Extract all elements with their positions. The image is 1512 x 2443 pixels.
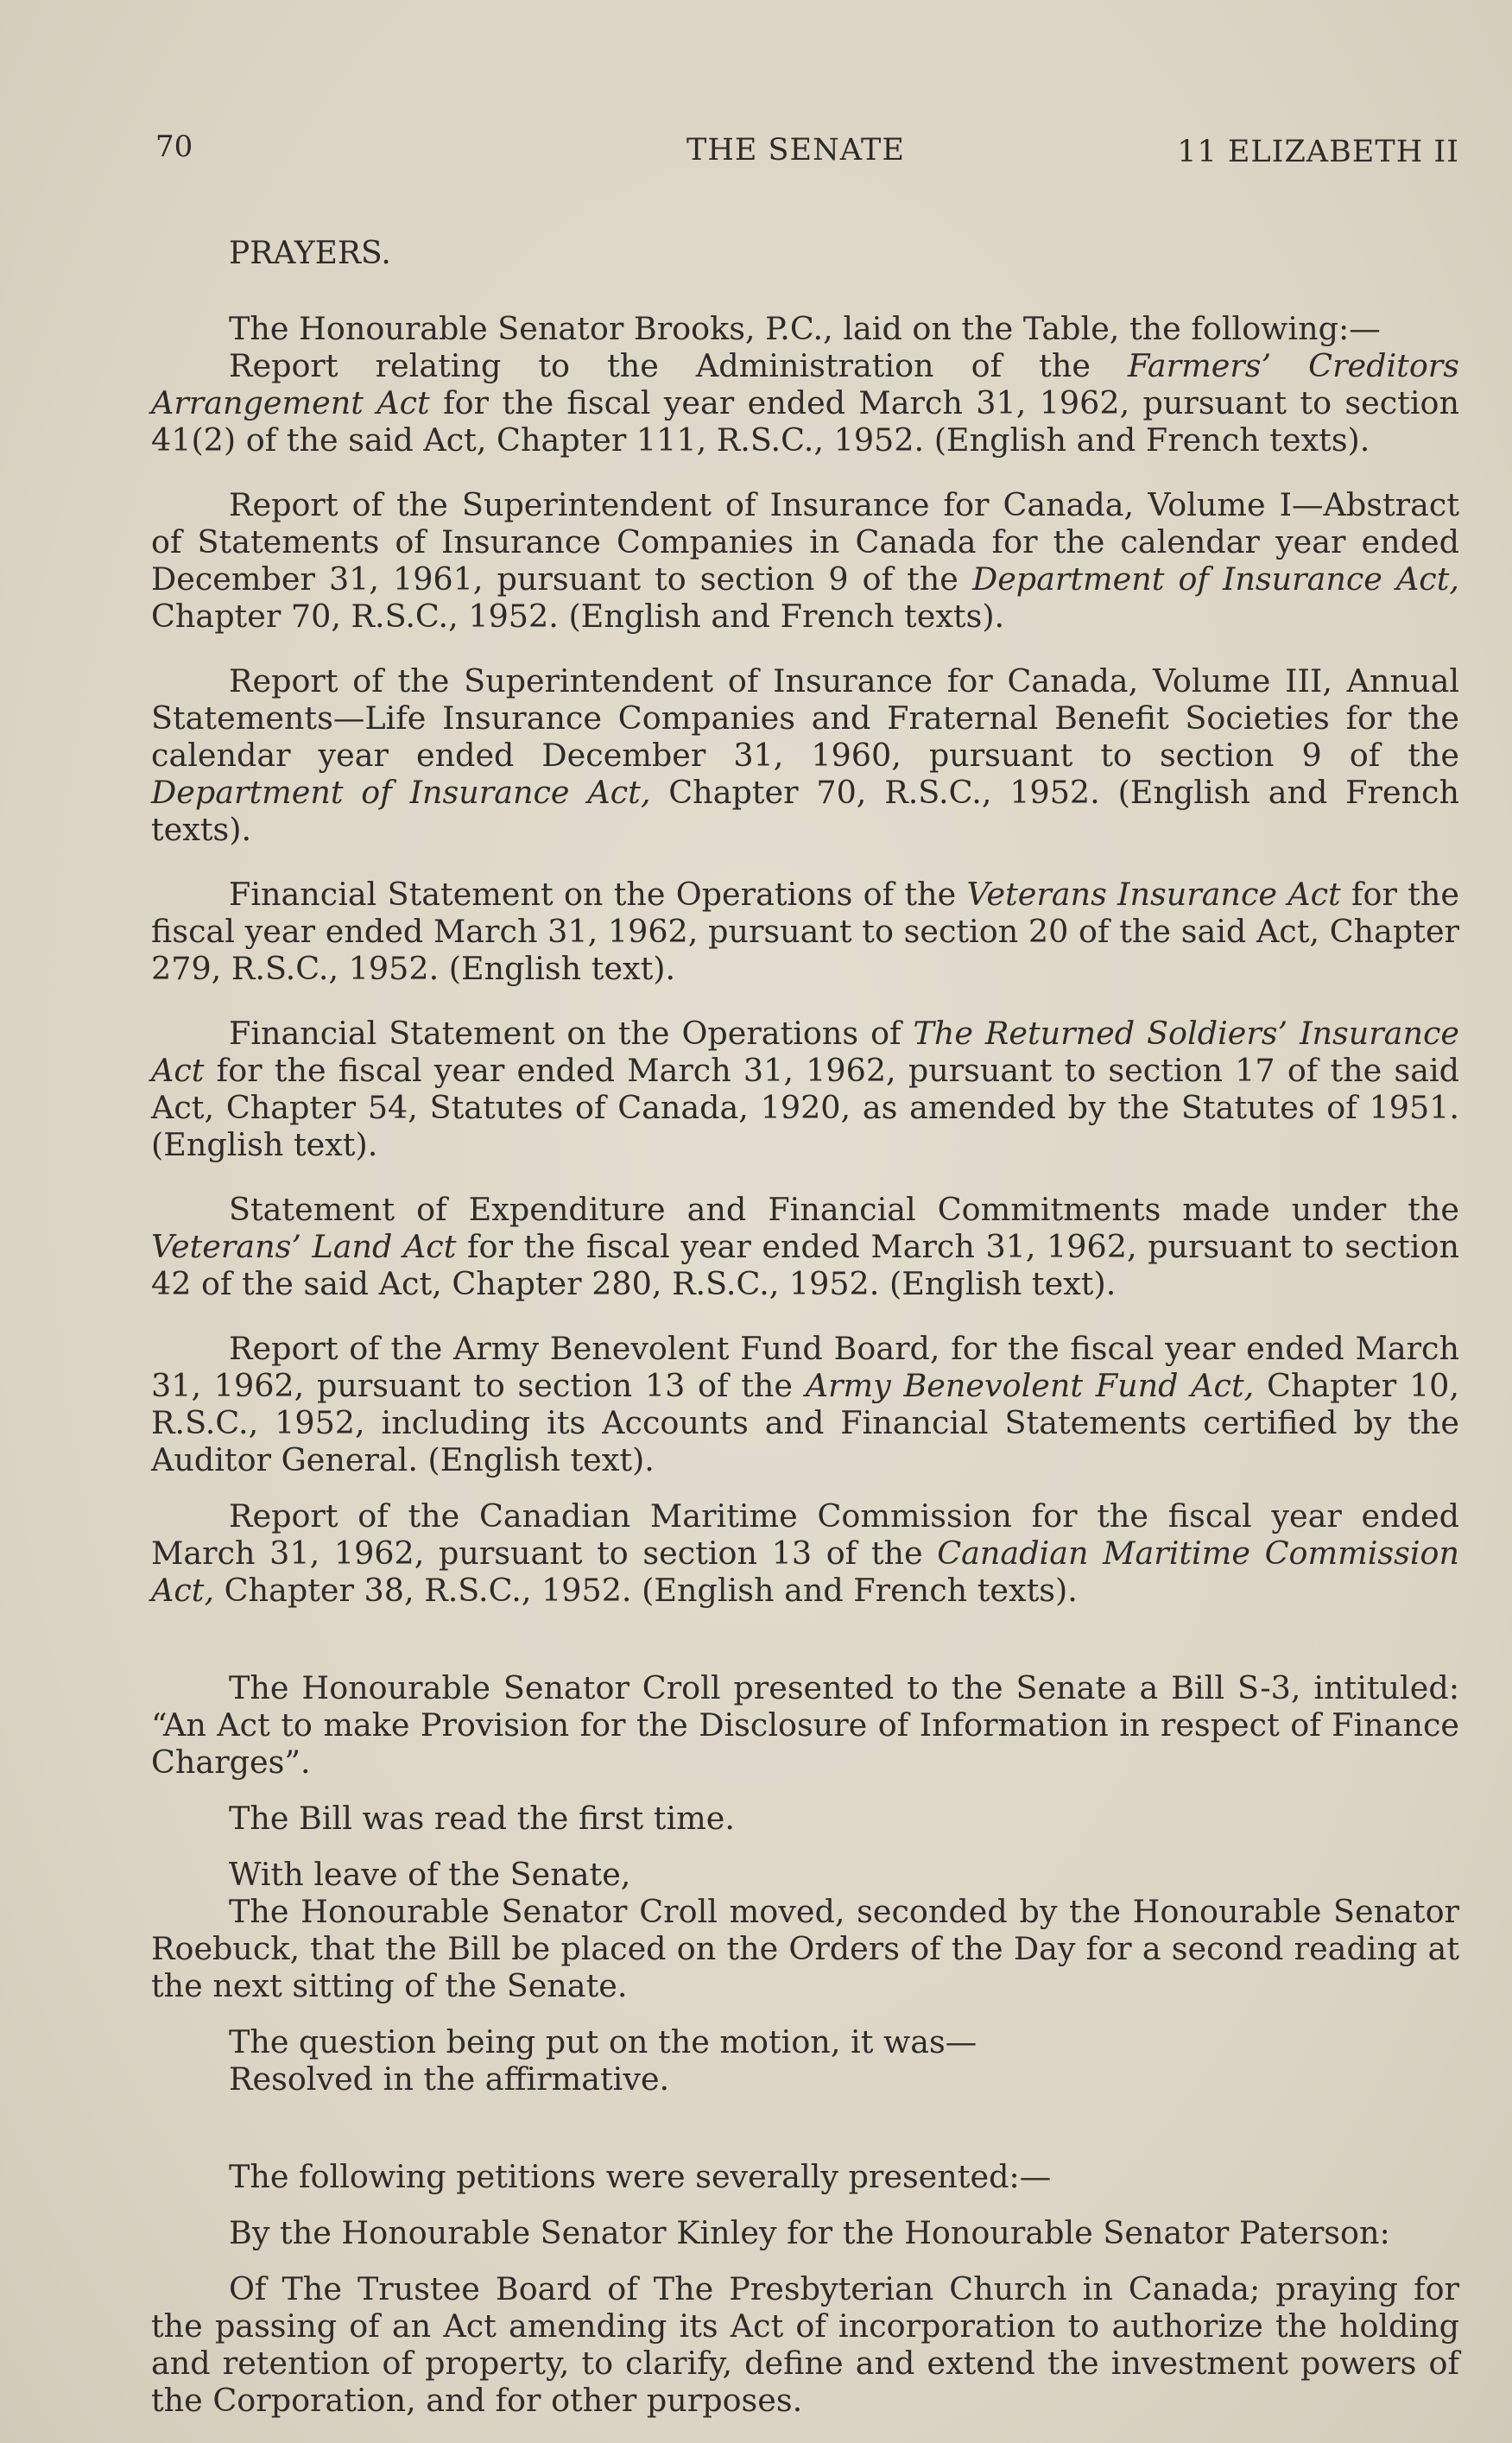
petitions-presented: The following petitions were severally presented:— [229, 2158, 1052, 2195]
petition-kinley: By the Honourable Senator Kinley for the Honourable Senator Paterson: [229, 2214, 1390, 2251]
regnal-year: 11 ELIZABETH II [1177, 135, 1459, 169]
page-body [151, 235, 1459, 2419]
report-insurance-vol-3: Report of the Superintendent of Insurance for Canada, Volume III, Annual Statements—Life Insurance Companies and Fraternal Benefit Societies for the calendar year ended December 31, 1960, pursuant to section 9 of the Department of Insurance Act, Chapter 70, R.S.C., 1952. (English and French texts). [151, 662, 1460, 848]
page-number: 70 [155, 130, 193, 164]
prayers-heading: PRAYERS. [229, 236, 391, 271]
bill-first-reading: The Bill was read the first time. [229, 1800, 735, 1837]
report-maritime-commission: Report of the Canadian Maritime Commission for the fiscal year ended March 31, 1962, pursuant to section 13 of the Canadian Maritime Commission Act, Chapter 38, R.S.C., 1952. (English and French texts). [151, 1497, 1459, 1609]
report-insurance-vol-1: Report of the Superintendent of Insurance for Canada, Volume I—Abstract of Statements of Insurance Companies in Canada for the calendar year ended December 31, 1961, pursuant to section 9 of the Department of Insurance Act, Chapter 70, R.S.C., 1952. (English and French texts). [151, 486, 1459, 635]
question-put: The question being put on the motion, it was— [229, 2023, 977, 2060]
report-army-benevolent: Report of the Army Benevolent Fund Board, for the fiscal year ended March 31, 1962, pursuant to section 13 of the Army Benevolent Fund Act, Chapter 10, R.S.C., 1952, including its Accounts and Financial Statements certified by the Auditor General. (English text). [151, 1330, 1460, 1478]
statement-veterans-insurance: Financial Statement on the Operations of the Veterans Insurance Act for the fiscal year ended March 31, 1962, pursuant to section 20 of the said Act, Chapter 279, R.S.C., 1952. (English text). [151, 876, 1459, 987]
brooks-tabling: The Honourable Senator Brooks, P.C., laid on the Table, the following:— [229, 310, 1381, 347]
statement-veterans-land: Statement of Expenditure and Financial Commitments made under the Veterans’ Land Act for the fiscal year ended March 31, 1962, pursuant to section 42 of the said Act, Chapter 280, R.S.C., 1952. (English text). [151, 1191, 1459, 1302]
leave-of-senate: With leave of the Senate, [229, 1856, 631, 1893]
petition-trustee-board: Of The Trustee Board of The Presbyterian Church in Canada; praying for the passing of an Act amending its Act of incorporation to authorize the holding and retention of property, to clarify, define and extend the investment powers of the Corporation, and for other purposes. [151, 2270, 1459, 2419]
running-header [155, 130, 1459, 181]
running-title: THE SENATE [686, 133, 905, 168]
report-farmers-creditors: Report relating to the Administration of the Farmers’ Creditors Arrangement Act for the fiscal year ended March 31, 1962, pursuant to section 41(2) of the said Act, Chapter 111, R.S.C., 1952. (English and French texts). [151, 347, 1460, 459]
resolved-affirmative: Resolved in the affirmative. [229, 2060, 670, 2098]
statement-returned-soldiers: Financial Statement on the Operations of The Returned Soldiers’ Insurance Act for the fiscal year ended March 31, 1962, pursuant to section 17 of the said Act, Chapter 54, Statutes of Canada, 1920, as amended by the Statutes of 1951. (English text). [151, 1015, 1459, 1163]
croll-bill-presented: The Honourable Senator Croll presented to the Senate a Bill S-3, intituled: “An Act to make Provision for the Disclosure of Information in respect of Finance Charges”. [151, 1669, 1459, 1781]
croll-motion: The Honourable Senator Croll moved, seconded by the Honourable Senator Roebuck, that the Bill be placed on the Orders of the Day for a second reading at the next sitting of the Senate. [151, 1893, 1459, 2004]
